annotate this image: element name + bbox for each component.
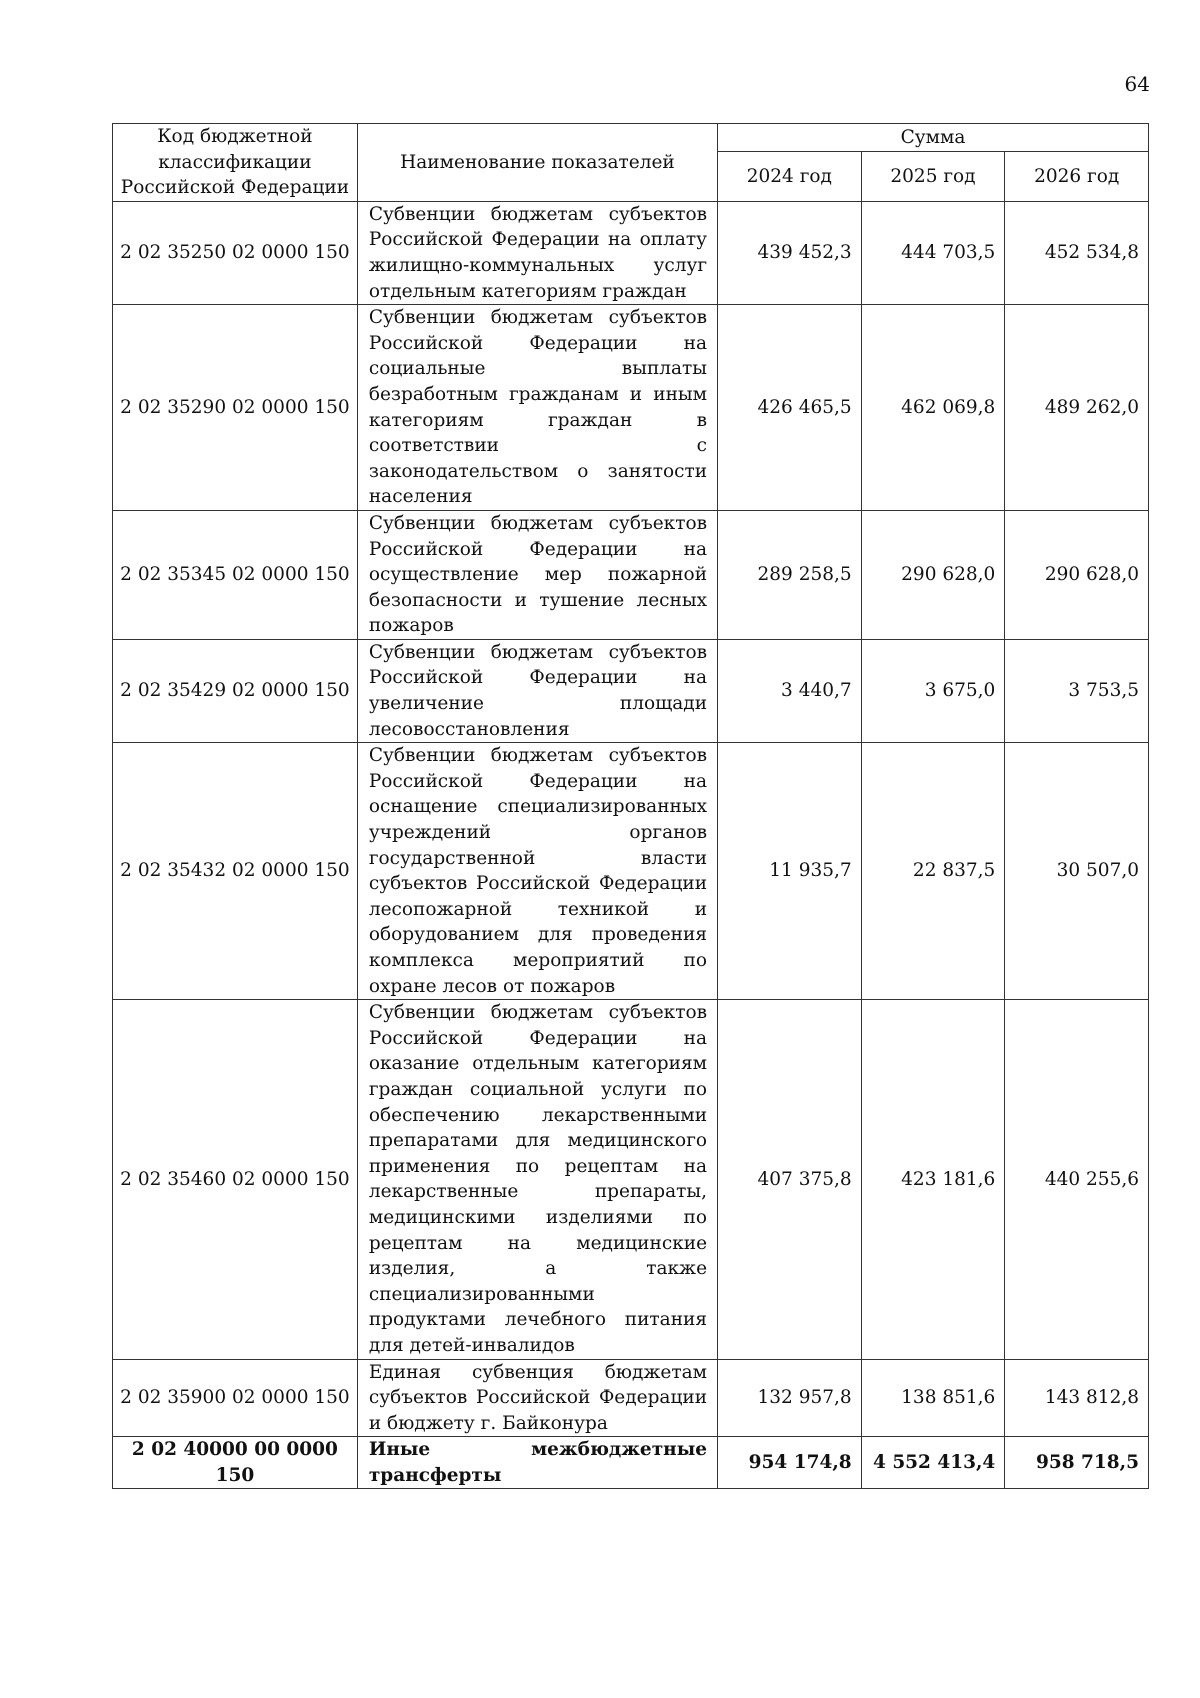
row-value-2026: 3 753,5 xyxy=(1005,639,1149,742)
row-value-2025: 423 181,6 xyxy=(861,1000,1005,1359)
row-value-2026: 452 534,8 xyxy=(1005,201,1149,304)
row-code: 2 02 35429 02 0000 150 xyxy=(113,639,358,742)
row-value-2025: 444 703,5 xyxy=(861,201,1005,304)
row-code: 2 02 35460 02 0000 150 xyxy=(113,1000,358,1359)
header-sum: Сумма xyxy=(718,124,1149,152)
row-code: 2 02 35900 02 0000 150 xyxy=(113,1359,358,1437)
row-code: 2 02 35345 02 0000 150 xyxy=(113,510,358,639)
row-value-2024: 289 258,5 xyxy=(718,510,862,639)
row-name: Субвенции бюджетам субъектов Российской Федерации на оказание отдельным категориям граждан социальной услуги по обеспечению лекарственными препаратами для медицинского применения по рецептам на лекарственные препараты, медицинскими изделиями по рецептам на медицинские изделия, а также специализированными продуктами лечебного питания для детей-инвалидов xyxy=(357,1000,717,1359)
row-name: Единая субвенция бюджетам субъектов Российской Федерации и бюджету г. Байконура xyxy=(357,1359,717,1437)
table-row xyxy=(113,201,1149,304)
budget-table xyxy=(112,123,1149,1489)
header-code: Код бюджетной классификации Российской Федерации xyxy=(113,124,358,202)
row-value-2025: 3 675,0 xyxy=(861,639,1005,742)
row-code: 2 02 35290 02 0000 150 xyxy=(113,305,358,511)
row-value-2025: 22 837,5 xyxy=(861,743,1005,1000)
row-value-2024: 132 957,8 xyxy=(718,1359,862,1437)
table-row xyxy=(113,305,1149,511)
row-name: Субвенции бюджетам субъектов Российской Федерации на социальные выплаты безработным гражданам и иным категориям граждан в соответствии с законодательством о занятости населения xyxy=(357,305,717,511)
row-code: 2 02 35250 02 0000 150 xyxy=(113,201,358,304)
row-value-2026: 440 255,6 xyxy=(1005,1000,1149,1359)
table-row xyxy=(113,1359,1149,1437)
row-value-2026: 30 507,0 xyxy=(1005,743,1149,1000)
row-value-2024: 426 465,5 xyxy=(718,305,862,511)
table-row-total xyxy=(113,1437,1149,1489)
header-year-2025: 2025 год xyxy=(861,152,1005,202)
total-value-2025: 4 552 413,4 xyxy=(861,1437,1005,1489)
row-name: Субвенции бюджетам субъектов Российской Федерации на оснащение специализированных учреждений органов государственной власти субъектов Российской Федерации лесопожарной техникой и оборудованием для проведения комплекса мероприятий по охране лесов от пожаров xyxy=(357,743,717,1000)
total-code: 2 02 40000 00 0000 150 xyxy=(113,1437,358,1489)
page-number: 64 xyxy=(1124,72,1150,96)
row-name: Субвенции бюджетам субъектов Российской Федерации на увеличение площади лесовосстановления xyxy=(357,639,717,742)
row-value-2024: 3 440,7 xyxy=(718,639,862,742)
row-value-2025: 138 851,6 xyxy=(861,1359,1005,1437)
total-name: Иные межбюджетные трансферты xyxy=(357,1437,717,1489)
row-value-2024: 11 935,7 xyxy=(718,743,862,1000)
row-value-2026: 489 262,0 xyxy=(1005,305,1149,511)
row-value-2026: 143 812,8 xyxy=(1005,1359,1149,1437)
total-value-2024: 954 174,8 xyxy=(718,1437,862,1489)
total-value-2026: 958 718,5 xyxy=(1005,1437,1149,1489)
row-value-2024: 407 375,8 xyxy=(718,1000,862,1359)
row-value-2024: 439 452,3 xyxy=(718,201,862,304)
header-year-2024: 2024 год xyxy=(718,152,862,202)
row-name: Субвенции бюджетам субъектов Российской Федерации на оплату жилищно-коммунальных услуг отдельным категориям граждан xyxy=(357,201,717,304)
table-row xyxy=(113,743,1149,1000)
header-name: Наименование показателей xyxy=(357,124,717,202)
row-value-2026: 290 628,0 xyxy=(1005,510,1149,639)
header-year-2026: 2026 год xyxy=(1005,152,1149,202)
table-row xyxy=(113,639,1149,742)
row-value-2025: 290 628,0 xyxy=(861,510,1005,639)
row-name: Субвенции бюджетам субъектов Российской Федерации на осуществление мер пожарной безопасности и тушение лесных пожаров xyxy=(357,510,717,639)
row-value-2025: 462 069,8 xyxy=(861,305,1005,511)
table-row xyxy=(113,510,1149,639)
table-row xyxy=(113,1000,1149,1359)
row-code: 2 02 35432 02 0000 150 xyxy=(113,743,358,1000)
